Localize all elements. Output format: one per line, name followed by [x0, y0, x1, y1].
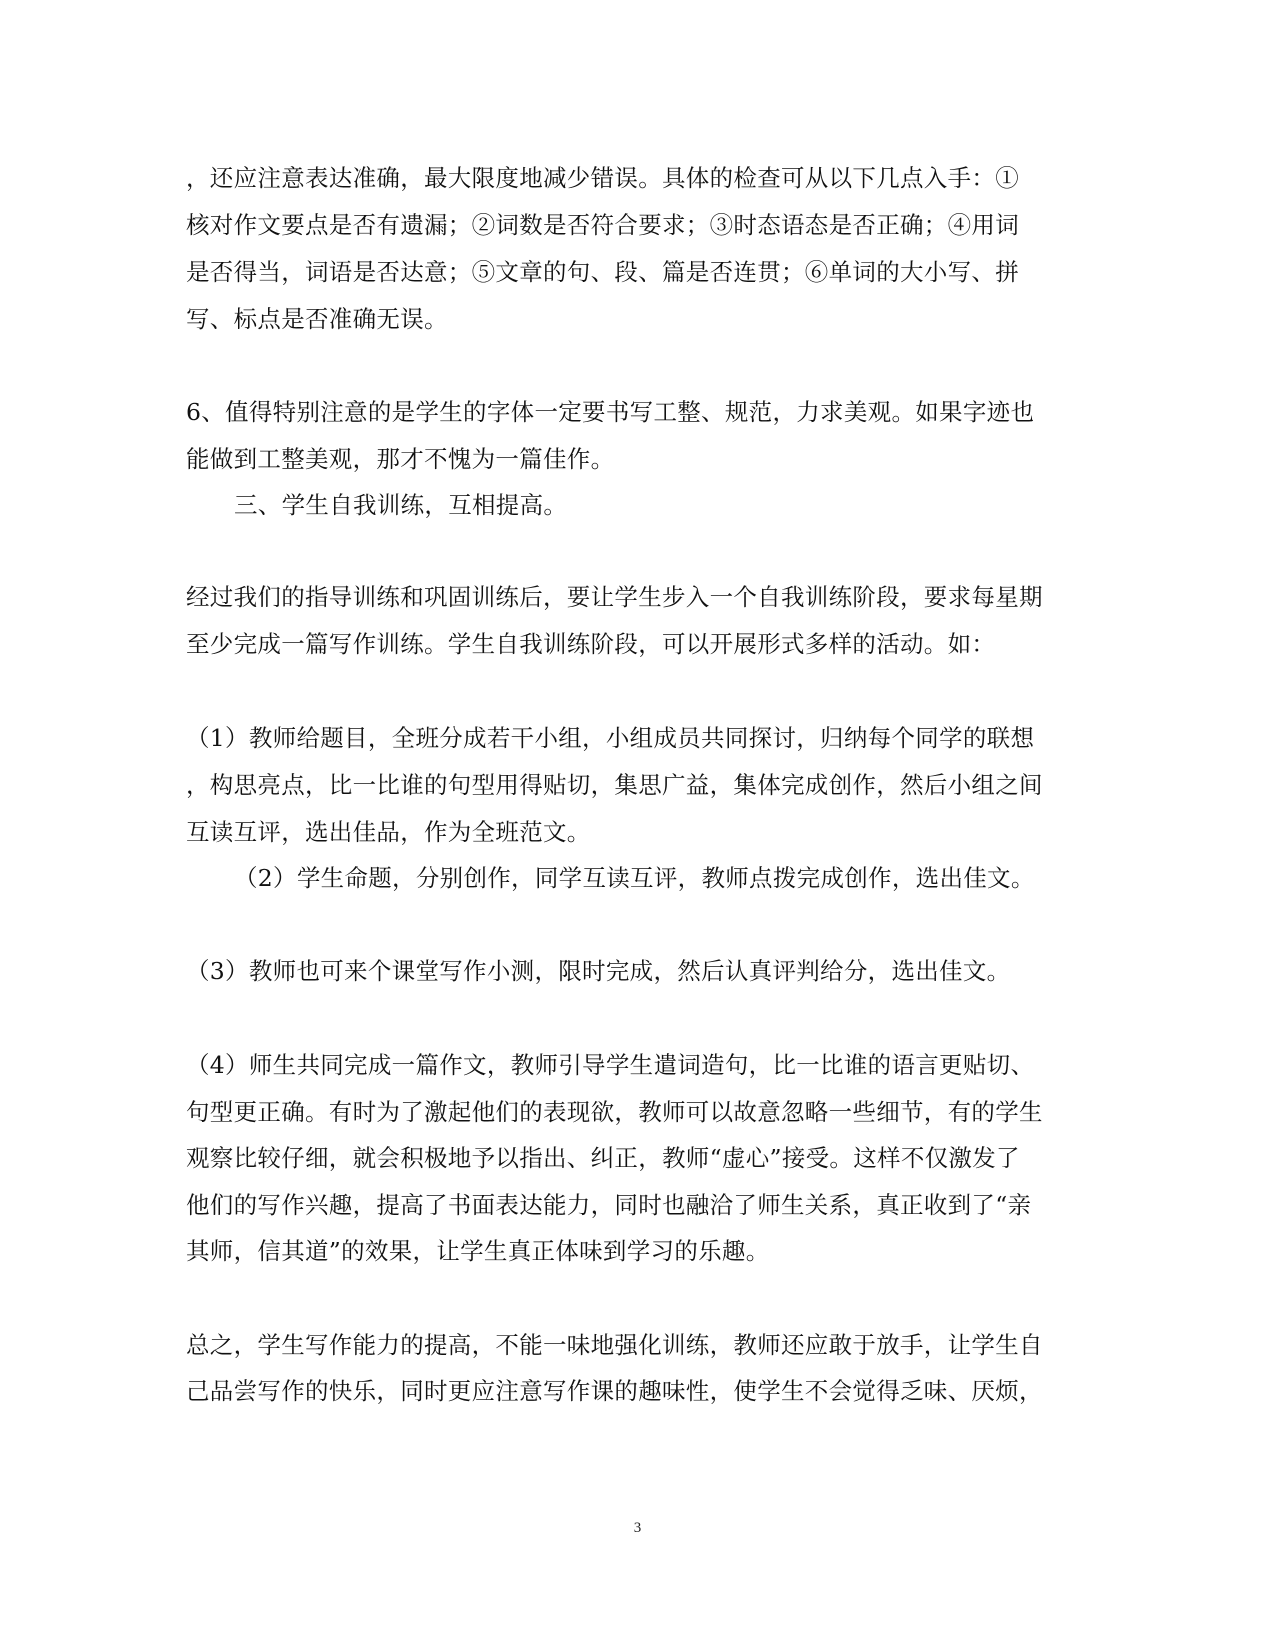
text-line: 互读互评，选出佳品，作为全班范文。 — [186, 818, 591, 846]
text-line: 核对作文要点是否有遗漏；②词数是否符合要求；③时态语态是否正确；④用词 — [186, 211, 1019, 239]
text-line: （1）教师给题目，全班分成若干小组，小组成员共同探讨，归纳每个同学的联想 — [186, 724, 1035, 752]
text-line: 句型更正确。有时为了激起他们的表现欲，教师可以故意忽略一些细节，有的学生 — [186, 1098, 1043, 1126]
text-line: （4）师生共同完成一篇作文，教师引导学生遣词造句，比一比谁的语言更贴切、 — [186, 1051, 1035, 1079]
section-title: 三、学生自我训练，互相提高。 — [234, 491, 568, 519]
text-line: 经过我们的指导训练和巩固训练后，要让学生步入一个自我训练阶段，要求每星期 — [186, 583, 1043, 611]
text-line: ，还应注意表达准确，最大限度地减少错误。具体的检查可从以下几点入手：① — [186, 164, 1019, 192]
text-line: 观察比较仔细，就会积极地予以指出、纠正，教师“虚心”接受。这样不仅激发了 — [186, 1144, 1020, 1172]
text-line: 6、值得特别注意的是学生的字体一定要书写工整、规范，力求美观。如果字迹也 — [186, 398, 1035, 426]
text-line: 是否得当，词语是否达意；⑤文章的句、段、篇是否连贯；⑥单词的大小写、拼 — [186, 258, 1019, 286]
text-line: 至少完成一篇写作训练。学生自我训练阶段，可以开展形式多样的活动。如： — [186, 630, 996, 658]
text-line: 他们的写作兴趣，提高了书面表达能力，同时也融洽了师生关系，真正收到了“亲 — [186, 1191, 1032, 1219]
text-line: （3）教师也可来个课堂写作小测，限时完成，然后认真评判给分，选出佳文。 — [186, 957, 1011, 985]
page-number: 3 — [633, 1520, 642, 1536]
text-line: ，构思亮点，比一比谁的句型用得贴切，集思广益，集体完成创作，然后小组之间 — [186, 771, 1043, 799]
text-line: （2）学生命题，分别创作，同学互读互评，教师点拨完成创作，选出佳文。 — [234, 864, 1035, 892]
text-line: 能做到工整美观，那才不愧为一篇佳作。 — [186, 445, 615, 473]
text-line: 其师，信其道”的效果，让学生真正体味到学习的乐趣。 — [186, 1237, 770, 1265]
text-line: 总之，学生写作能力的提高，不能一味地强化训练，教师还应敢于放手，让学生自 — [186, 1331, 1043, 1359]
text-line: 写、标点是否准确无误。 — [186, 305, 448, 333]
text-line: 己品尝写作的快乐，同时更应注意写作课的趣味性，使学生不会觉得乏味、厌烦， — [186, 1377, 1043, 1405]
